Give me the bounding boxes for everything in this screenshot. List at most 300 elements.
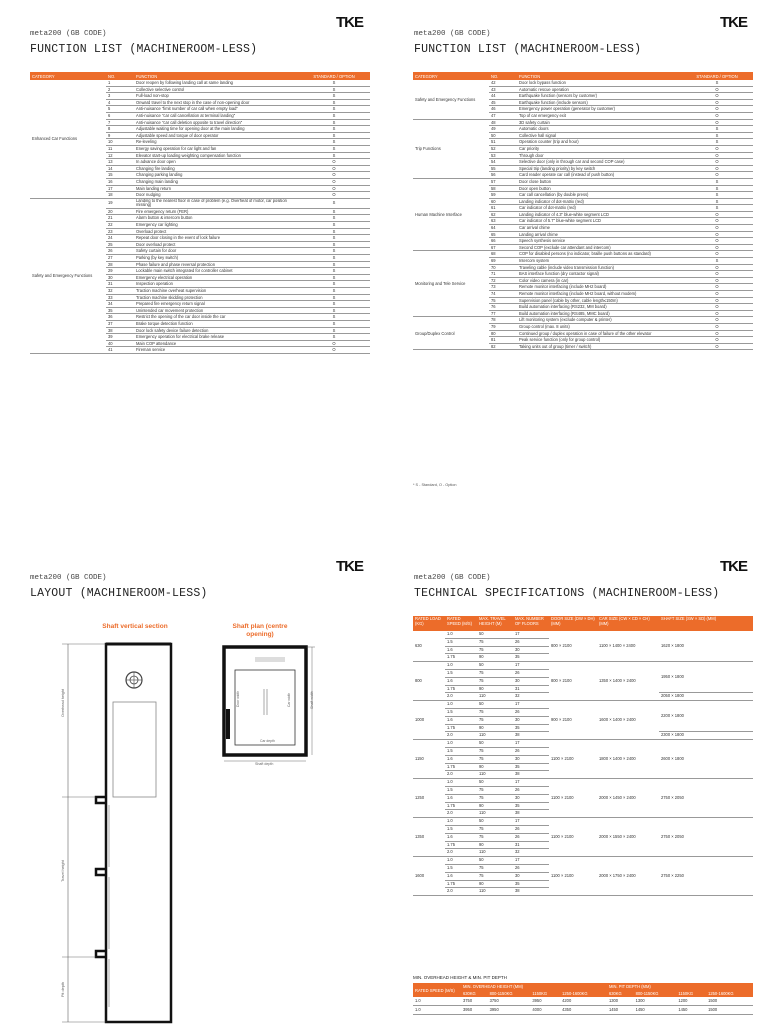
number-cell: 71 bbox=[489, 271, 517, 278]
travel-height-cell: 75 bbox=[477, 825, 513, 833]
number-cell: 82 bbox=[489, 343, 517, 350]
travel-height-cell: 90 bbox=[477, 802, 513, 810]
car-size-cell: 1100 × 1400 × 2400 bbox=[597, 631, 659, 662]
function-cell: Inspection operation bbox=[134, 281, 298, 288]
pit-value-cell: 4200 bbox=[560, 997, 607, 1006]
standard-option-cell: S bbox=[681, 258, 753, 265]
overhead-height-label: Overhead height bbox=[61, 688, 65, 717]
standard-option-cell: O bbox=[681, 330, 753, 337]
car-size-cell: 1800 × 1400 × 2400 bbox=[597, 740, 659, 779]
number-cell: 20 bbox=[106, 208, 134, 215]
rated-speed-cell: 2.0 bbox=[445, 732, 477, 740]
number-cell: 74 bbox=[489, 291, 517, 298]
number-cell: 15 bbox=[106, 172, 134, 179]
category-cell: Trip Functions bbox=[413, 119, 489, 178]
floors-cell: 32 bbox=[513, 849, 549, 857]
spec-header-cell: CAR SIZE (CW × CD × CH) (MM) bbox=[597, 616, 659, 631]
standard-option-cell: O bbox=[681, 86, 753, 93]
model-code: meta200 (GB CODE) bbox=[30, 30, 107, 38]
function-cell: Door nudging bbox=[134, 192, 298, 199]
number-cell: 6 bbox=[106, 112, 134, 119]
spec-header-cell: SHAFT SIZE (SW × SD) (MM) bbox=[659, 616, 753, 631]
travel-height-cell: 110 bbox=[477, 693, 513, 701]
number-cell: 41 bbox=[106, 347, 134, 354]
number-cell: 21 bbox=[106, 215, 134, 222]
number-cell: 63 bbox=[489, 218, 517, 225]
header-cell: STANDARD / OPTION bbox=[298, 72, 370, 80]
floors-cell: 26 bbox=[513, 786, 549, 794]
number-cell: 60 bbox=[489, 198, 517, 205]
number-cell: 39 bbox=[106, 334, 134, 341]
function-cell: Selective door (only in through car and second COP case) bbox=[517, 159, 681, 166]
function-table-1 bbox=[30, 72, 370, 354]
brand-logo-text: TKE bbox=[720, 558, 747, 575]
standard-option-cell: S bbox=[298, 93, 370, 100]
standard-option-cell: O bbox=[681, 152, 753, 159]
travel-height-cell: 90 bbox=[477, 724, 513, 732]
standard-option-cell: S bbox=[298, 132, 370, 139]
number-cell: 59 bbox=[489, 192, 517, 199]
rated-speed-cell: 1.75 bbox=[445, 724, 477, 732]
spec-header-cell: RATED SPEED (M/S) bbox=[445, 616, 477, 631]
number-cell: 10 bbox=[106, 139, 134, 146]
number-cell: 54 bbox=[489, 159, 517, 166]
standard-option-cell: S bbox=[298, 86, 370, 93]
standard-option-cell: O bbox=[681, 99, 753, 106]
car-width-label: Car width bbox=[287, 692, 291, 707]
function-cell: Landing arrival chime bbox=[517, 231, 681, 238]
floors-cell: 26 bbox=[513, 708, 549, 716]
standard-option-cell: S bbox=[298, 208, 370, 215]
number-cell: 1 bbox=[106, 80, 134, 86]
number-cell: 81 bbox=[489, 337, 517, 344]
travel-height-cell: 75 bbox=[477, 646, 513, 654]
car-size-cell: 1600 × 1400 × 2400 bbox=[597, 701, 659, 740]
function-cell: Special trip (landing priority) by key switch bbox=[517, 165, 681, 172]
function-cell: 3D safety curtain bbox=[517, 119, 681, 126]
model-code: meta200 (GB CODE) bbox=[30, 574, 107, 582]
number-cell: 75 bbox=[489, 297, 517, 304]
floors-cell: 26 bbox=[513, 669, 549, 677]
number-cell: 68 bbox=[489, 251, 517, 258]
shaft-size-cell: 2050 × 1800 bbox=[659, 693, 753, 701]
standard-option-cell: S bbox=[298, 301, 370, 308]
rated-load-cell: 800 bbox=[413, 662, 445, 701]
floors-cell: 30 bbox=[513, 646, 549, 654]
standard-option-cell: O bbox=[298, 185, 370, 192]
travel-height-cell: 50 bbox=[477, 662, 513, 670]
number-cell: 69 bbox=[489, 258, 517, 265]
door-size-cell: 1100 × 2100 bbox=[549, 740, 597, 779]
rated-speed-cell: 1.5 bbox=[445, 669, 477, 677]
shaft-plan-drawing bbox=[224, 647, 315, 766]
pit-value-cell: 3750 bbox=[488, 997, 531, 1006]
number-cell: 28 bbox=[106, 261, 134, 268]
rated-speed-cell: 1.6 bbox=[445, 794, 477, 802]
spec-header-cell: DOOR SIZE (DW × DH) (MM) bbox=[549, 616, 597, 631]
door-size-cell: 900 × 2100 bbox=[549, 701, 597, 740]
rated-speed-cell: 1.0 bbox=[445, 857, 477, 865]
rated-speed-cell: 1.0 bbox=[445, 818, 477, 826]
standard-option-cell: O bbox=[298, 165, 370, 172]
floors-cell: 38 bbox=[513, 732, 549, 740]
pit-value-cell: 1450 bbox=[634, 1006, 677, 1015]
function-cell: Traction machine overheat supervision bbox=[134, 288, 298, 295]
pit-table-title: MIN. OVERHEAD HEIGHT & MIN. PIT DEPTH bbox=[413, 975, 507, 980]
function-cell: Collective selective control bbox=[134, 86, 298, 93]
function-cell: Fire emergency return (FER) bbox=[134, 208, 298, 215]
function-cell: Car indicator of 5.7" blue-white segment LCD bbox=[517, 218, 681, 225]
door-size-cell: 1100 × 2100 bbox=[549, 818, 597, 857]
rated-speed-cell: 2.0 bbox=[445, 810, 477, 818]
travel-height-label: Travel height bbox=[61, 860, 65, 882]
function-cell: Continued group / duplex operation in case of failure of the other elevator bbox=[517, 330, 681, 337]
header-cell: FUNCTION bbox=[134, 72, 298, 80]
rated-speed-cell: 1.6 bbox=[445, 872, 477, 880]
number-cell: 73 bbox=[489, 284, 517, 291]
rated-load-cell: 1350 bbox=[413, 818, 445, 857]
brand-logo-text: TKE bbox=[336, 558, 363, 575]
standard-option-cell: O bbox=[298, 192, 370, 199]
function-cell: COP for disabled persons (no indicator, braille push buttons as standard) bbox=[517, 251, 681, 258]
floors-cell: 35 bbox=[513, 724, 549, 732]
function-cell: Second COP (exclude car attendant and intercom) bbox=[517, 244, 681, 251]
page-title: TECHNICAL SPECIFICATIONS (MACHINEROOM-LESS) bbox=[414, 587, 720, 600]
function-cell: Speech synthesis service bbox=[517, 238, 681, 245]
function-cell: Car indicator of dot-matrix (red) bbox=[517, 205, 681, 212]
standard-option-cell: S bbox=[298, 334, 370, 341]
number-cell: 18 bbox=[106, 192, 134, 199]
function-cell: Door lock safety device failure detection bbox=[134, 327, 298, 334]
number-cell: 35 bbox=[106, 307, 134, 314]
table-row bbox=[413, 317, 753, 324]
number-cell: 23 bbox=[106, 228, 134, 235]
function-cell: In advance door open bbox=[134, 159, 298, 166]
number-cell: 42 bbox=[489, 80, 517, 86]
rated-speed-cell: 1.6 bbox=[445, 646, 477, 654]
travel-height-cell: 110 bbox=[477, 849, 513, 857]
function-cell: Full-load non-stop bbox=[134, 93, 298, 100]
number-cell: 34 bbox=[106, 301, 134, 308]
floors-cell: 17 bbox=[513, 740, 549, 748]
pit-value-cell: 1200 bbox=[676, 997, 706, 1006]
function-cell: Alarm button & intercom button bbox=[134, 215, 298, 222]
number-cell: 70 bbox=[489, 264, 517, 271]
travel-height-cell: 75 bbox=[477, 669, 513, 677]
rated-load-cell: 1600 bbox=[413, 857, 445, 896]
number-cell: 72 bbox=[489, 277, 517, 284]
number-cell: 67 bbox=[489, 244, 517, 251]
floors-cell: 31 bbox=[513, 841, 549, 849]
number-cell: 4 bbox=[106, 99, 134, 106]
number-cell: 37 bbox=[106, 320, 134, 327]
number-cell: 13 bbox=[106, 159, 134, 166]
standard-option-cell: S bbox=[298, 215, 370, 222]
function-cell: Remote monitor interfacing (include MH2 board) bbox=[517, 284, 681, 291]
rated-speed-cell: 1.5 bbox=[445, 786, 477, 794]
rated-speed-cell: 1.5 bbox=[445, 708, 477, 716]
pit-table bbox=[413, 983, 753, 1015]
brand-logo-text: TKE bbox=[720, 14, 747, 31]
car-size-cell: 2000 × 1550 × 2400 bbox=[597, 818, 659, 857]
standard-option-cell: S bbox=[298, 248, 370, 255]
function-cell: Onward travel to the next stop in the case of non-opening door bbox=[134, 99, 298, 106]
pit-value-cell: 1450 bbox=[607, 1006, 634, 1015]
function-cell: Prepared fire emergency return signal bbox=[134, 301, 298, 308]
pit-depth-header: MIN. PIT DEPTH (MM) bbox=[607, 983, 753, 990]
function-cell: Overload protect bbox=[134, 228, 298, 235]
table-row bbox=[413, 251, 753, 258]
rated-speed-cell: 1.6 bbox=[445, 833, 477, 841]
shaft-size-cell: 1620 × 1800 bbox=[659, 631, 753, 662]
function-cell: Phase failure and phase reversal protection bbox=[134, 261, 298, 268]
function-cell: Traction machine skidding protection bbox=[134, 294, 298, 301]
travel-height-cell: 90 bbox=[477, 685, 513, 693]
pit-value-cell: 1500 bbox=[706, 997, 753, 1006]
spec-header-cell: MAX. NUMBER OF FLOORS bbox=[513, 616, 549, 631]
travel-height-cell: 110 bbox=[477, 888, 513, 896]
floors-cell: 35 bbox=[513, 802, 549, 810]
pit-value-cell: 1300 bbox=[634, 997, 677, 1006]
number-cell: 79 bbox=[489, 323, 517, 330]
travel-height-cell: 75 bbox=[477, 755, 513, 763]
pit-value-cell: 3950 bbox=[461, 1006, 488, 1015]
number-cell: 80 bbox=[489, 330, 517, 337]
standard-option-cell: O bbox=[681, 172, 753, 179]
travel-height-cell: 75 bbox=[477, 708, 513, 716]
travel-height-cell: 110 bbox=[477, 810, 513, 818]
category-cell: Safety and Emergency Functions bbox=[413, 80, 489, 119]
function-cell: Earthquake function (sensors by customer) bbox=[517, 93, 681, 100]
function-table-2 bbox=[413, 72, 753, 350]
number-cell: 45 bbox=[489, 99, 517, 106]
standard-option-cell: S bbox=[681, 178, 753, 185]
number-cell: 76 bbox=[489, 304, 517, 311]
standard-option-cell: S bbox=[298, 112, 370, 119]
number-cell: 5 bbox=[106, 106, 134, 113]
floors-cell: 32 bbox=[513, 693, 549, 701]
rated-speed-cell: 1.75 bbox=[445, 880, 477, 888]
number-cell: 77 bbox=[489, 310, 517, 317]
pit-value-cell: 1500 bbox=[706, 1006, 753, 1015]
function-cell: Traveling cable (include video transmission function) bbox=[517, 264, 681, 271]
standard-option-cell: S bbox=[298, 80, 370, 86]
function-cell: Door close button bbox=[517, 178, 681, 185]
number-cell: 53 bbox=[489, 152, 517, 159]
rated-speed-cell: 1.0 bbox=[445, 701, 477, 709]
pit-subheader-cell: 1150KG bbox=[676, 990, 706, 997]
rated-speed-cell: 1.75 bbox=[445, 685, 477, 693]
standard-option-cell: S bbox=[298, 222, 370, 229]
standard-option-cell: S bbox=[681, 192, 753, 199]
tke-logo bbox=[336, 558, 368, 575]
standard-option-cell: S bbox=[681, 126, 753, 133]
standard-option-cell: S bbox=[298, 314, 370, 321]
travel-height-cell: 75 bbox=[477, 786, 513, 794]
standard-option-cell: O bbox=[681, 231, 753, 238]
function-cell: Brake torque detection function bbox=[134, 320, 298, 327]
number-cell: 14 bbox=[106, 165, 134, 172]
shaft-plan-label: Shaft plan (centre opening) bbox=[232, 623, 288, 638]
standard-option-cell: S bbox=[298, 198, 370, 208]
rated-speed-cell: 1.0 bbox=[445, 631, 477, 638]
number-cell: 43 bbox=[489, 86, 517, 93]
standard-option-cell: O bbox=[681, 310, 753, 317]
shaft-depth-label: Shaft depth bbox=[255, 762, 274, 766]
rated-speed-cell: 1.6 bbox=[445, 677, 477, 685]
tke-logo bbox=[720, 14, 752, 31]
floors-cell: 30 bbox=[513, 872, 549, 880]
number-cell: 8 bbox=[106, 126, 134, 133]
function-cell: Door reopen by following landing call at same landing bbox=[134, 80, 298, 86]
standard-option-cell: S bbox=[298, 288, 370, 295]
number-cell: 40 bbox=[106, 340, 134, 347]
standard-option-cell: S bbox=[298, 235, 370, 242]
spec-row bbox=[413, 662, 753, 670]
standard-option-cell: S bbox=[681, 80, 753, 86]
floors-cell: 31 bbox=[513, 685, 549, 693]
rated-speed-cell: 1.75 bbox=[445, 802, 477, 810]
function-cell: Adjustable waiting time for opening door at the main landing bbox=[134, 126, 298, 133]
page-title: FUNCTION LIST (MACHINEROOM-LESS) bbox=[30, 43, 258, 56]
page-title: FUNCTION LIST (MACHINEROOM-LESS) bbox=[414, 43, 642, 56]
standard-option-cell: S bbox=[298, 241, 370, 248]
standard-option-cell: S bbox=[298, 228, 370, 235]
rated-speed-cell: 1.6 bbox=[445, 716, 477, 724]
shaft-size-cell: 2750 × 2050 bbox=[659, 818, 753, 857]
spec-row bbox=[413, 818, 753, 826]
function-cell: Repeat door closing in the event of lock failure bbox=[134, 235, 298, 242]
function-cell: Lift monitoring system (exclude computer & printer) bbox=[517, 317, 681, 324]
category-cell: Safety and Emergency Functions bbox=[30, 198, 106, 353]
header-cell: CATEGORY bbox=[30, 72, 106, 80]
model-code: meta200 (GB CODE) bbox=[414, 30, 491, 38]
standard-option-cell: S bbox=[298, 99, 370, 106]
function-cell: Operation counter (trip and hour) bbox=[517, 139, 681, 146]
pit-subheader-cell: 1250-1600KG bbox=[706, 990, 753, 997]
standard-option-cell: O bbox=[681, 277, 753, 284]
number-cell: 9 bbox=[106, 132, 134, 139]
spec-row bbox=[413, 631, 753, 638]
travel-height-cell: 50 bbox=[477, 857, 513, 865]
standard-option-cell: S bbox=[298, 126, 370, 133]
category-cell: Human Machine Interface bbox=[413, 178, 489, 251]
standard-option-cell: S bbox=[681, 198, 753, 205]
function-cell: Anti-nuisance "limit number of car call when empty load" bbox=[134, 106, 298, 113]
brand-logo-text: TKE bbox=[336, 14, 363, 31]
floors-cell: 38 bbox=[513, 888, 549, 896]
function-cell: Energy saving operation for car light and fan bbox=[134, 145, 298, 152]
standard-option-cell: O bbox=[681, 211, 753, 218]
floors-cell: 30 bbox=[513, 716, 549, 724]
car-depth-label: Car depth bbox=[260, 739, 275, 743]
travel-height-cell: 75 bbox=[477, 864, 513, 872]
function-cell: Emergency operation for electrical brake release bbox=[134, 334, 298, 341]
page-layout bbox=[0, 512, 384, 1024]
shaft-vertical-section-drawing bbox=[61, 644, 171, 1022]
travel-height-cell: 75 bbox=[477, 872, 513, 880]
function-cell: Unintended car movement protection bbox=[134, 307, 298, 314]
function-cell: Supervision panel (cable by other, cable length≤150m) bbox=[517, 297, 681, 304]
rated-load-cell: 630 bbox=[413, 631, 445, 662]
rated-speed-cell: 1.0 bbox=[445, 662, 477, 670]
category-cell: Enhanced Car Functions bbox=[30, 80, 106, 198]
function-cell: Changing main landing bbox=[134, 178, 298, 185]
pit-speed-cell: 1.0 bbox=[413, 1006, 461, 1015]
number-cell: 11 bbox=[106, 145, 134, 152]
spec-table bbox=[413, 616, 753, 896]
rated-speed-cell: 1.5 bbox=[445, 747, 477, 755]
number-cell: 66 bbox=[489, 238, 517, 245]
function-cell: Collective hall signal bbox=[517, 132, 681, 139]
standard-option-cell: S bbox=[298, 268, 370, 275]
function-cell: Top of car emergency exit bbox=[517, 112, 681, 119]
standard-option-cell: O bbox=[681, 238, 753, 245]
function-cell: Remote monitor interfacing (include MH2 board, without modem) bbox=[517, 291, 681, 298]
function-cell: Car arrival chime bbox=[517, 225, 681, 232]
header-cell: FUNCTION bbox=[517, 72, 681, 80]
header-cell: STANDARD / OPTION bbox=[681, 72, 753, 80]
rated-speed-cell: 1.75 bbox=[445, 763, 477, 771]
travel-height-cell: 50 bbox=[477, 740, 513, 748]
legend-note: * S - Standard, O - Option bbox=[413, 483, 457, 487]
travel-height-cell: 110 bbox=[477, 771, 513, 779]
standard-option-cell: O bbox=[681, 264, 753, 271]
number-cell: 56 bbox=[489, 172, 517, 179]
standard-option-cell: O bbox=[298, 159, 370, 166]
pit-overhead-header: MIN. OVERHEAD HEIGHT (MM) bbox=[461, 983, 607, 990]
number-cell: 44 bbox=[489, 93, 517, 100]
floors-cell: 17 bbox=[513, 631, 549, 638]
number-cell: 55 bbox=[489, 165, 517, 172]
standard-option-cell: O bbox=[681, 251, 753, 258]
function-cell: Restrict the opening of the car door inside the car bbox=[134, 314, 298, 321]
number-cell: 12 bbox=[106, 152, 134, 159]
pit-depth-label: Pit depth bbox=[61, 982, 65, 997]
function-cell: Re-leveling bbox=[134, 139, 298, 146]
spec-row bbox=[413, 740, 753, 748]
number-cell: 50 bbox=[489, 132, 517, 139]
function-cell: Car call cancellation (by double press) bbox=[517, 192, 681, 199]
function-cell: Changing parking landing bbox=[134, 172, 298, 179]
number-cell: 7 bbox=[106, 119, 134, 126]
floors-cell: 26 bbox=[513, 747, 549, 755]
function-cell: Color video camera (in car) bbox=[517, 277, 681, 284]
standard-option-cell: O bbox=[681, 323, 753, 330]
standard-option-cell: S bbox=[298, 139, 370, 146]
spec-row bbox=[413, 779, 753, 787]
number-cell: 64 bbox=[489, 225, 517, 232]
floors-cell: 26 bbox=[513, 825, 549, 833]
standard-option-cell: S bbox=[298, 106, 370, 113]
table-row bbox=[413, 119, 753, 126]
spec-header-cell: MAX. TRAVEL HEIGHT (M) bbox=[477, 616, 513, 631]
rated-speed-cell: 1.6 bbox=[445, 755, 477, 763]
standard-option-cell: O bbox=[681, 291, 753, 298]
standard-option-cell: O bbox=[681, 165, 753, 172]
function-cell: Build automation interfacing (RS232, MM board) bbox=[517, 304, 681, 311]
floors-cell: 17 bbox=[513, 818, 549, 826]
table-row bbox=[30, 198, 370, 208]
pit-row bbox=[413, 1006, 753, 1015]
function-cell: Anti-nuisance "car call deletion opposite to travel direction" bbox=[134, 119, 298, 126]
pit-subheader-cell: 800-1150KG bbox=[634, 990, 677, 997]
standard-option-cell: O bbox=[681, 271, 753, 278]
standard-option-cell: O bbox=[298, 340, 370, 347]
function-cell: Landing indicator of dot-matrix (red) bbox=[517, 198, 681, 205]
floors-cell: 30 bbox=[513, 677, 549, 685]
travel-height-cell: 75 bbox=[477, 638, 513, 646]
